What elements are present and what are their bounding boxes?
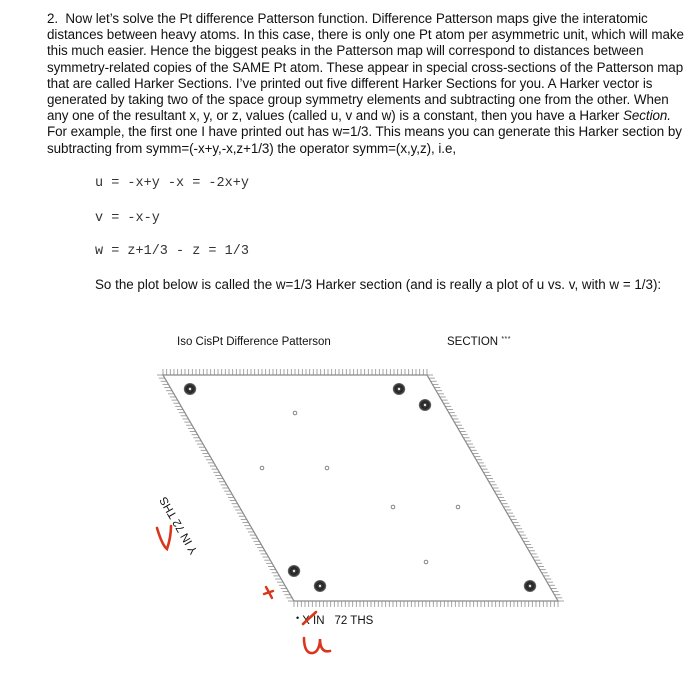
y-strike-mark-icon bbox=[264, 587, 273, 598]
handwritten-u-icon bbox=[304, 638, 330, 653]
paragraph-text-2: For example, the first one I have printed out has w=1/3. This means you can generate this Harker section by subtracting from symm=(-x+y,-x,z+1/3) the operator symm=(x,y,z), i.e, bbox=[47, 124, 682, 156]
paragraph-italic-section: Section. bbox=[622, 108, 671, 124]
plot-caption: So the plot below is called the w=1/3 Harker section (and is really a plot of u vs. v, with w = 1/3): bbox=[95, 277, 662, 292]
x-axis-in: IN bbox=[313, 615, 325, 627]
equation-u: u = -x+y -x = -2x+y bbox=[95, 176, 249, 191]
x-strike-mark-icon bbox=[303, 612, 316, 624]
y-axis-label: Y IN 72 THS bbox=[157, 494, 201, 556]
plot-title: Iso CisPt Difference Patterson bbox=[177, 336, 331, 348]
x-axis-dot: • bbox=[296, 613, 300, 623]
section-text: SECTION bbox=[447, 336, 499, 348]
equation-v: v = -x-y bbox=[95, 211, 160, 226]
equation-w: w = z+1/3 - z = 1/3 bbox=[95, 244, 249, 259]
handwritten-v-icon bbox=[157, 526, 171, 549]
section-stars: *** bbox=[501, 336, 512, 343]
paragraph-text-1: Now let’s solve the Pt difference Patterson function. Difference Patterson maps give the interatomic distances between heavy atoms. In this case, there is only one Pt atom per asymmetric unit, which will make this much easier. Hence the biggest peaks in the Patterson map will correspond to distances between symmetry-related copies of the SAME Pt atom. These appear in special cross-sections of the Patterson map that are called Harker Sections. I’ve printed out five different Harker Sections for you. A Harker vector is generated by taking two of the space group symmetry elements and subtracting one from the other. When any one of the resultant x, y, or z, values (called u, v and w) is a constant, then you have a Harker bbox=[47, 11, 684, 124]
problem-number: 2. bbox=[47, 11, 59, 26]
x-axis-units: 72 THS bbox=[334, 615, 374, 627]
x-axis-struck-variable: X bbox=[302, 615, 310, 627]
